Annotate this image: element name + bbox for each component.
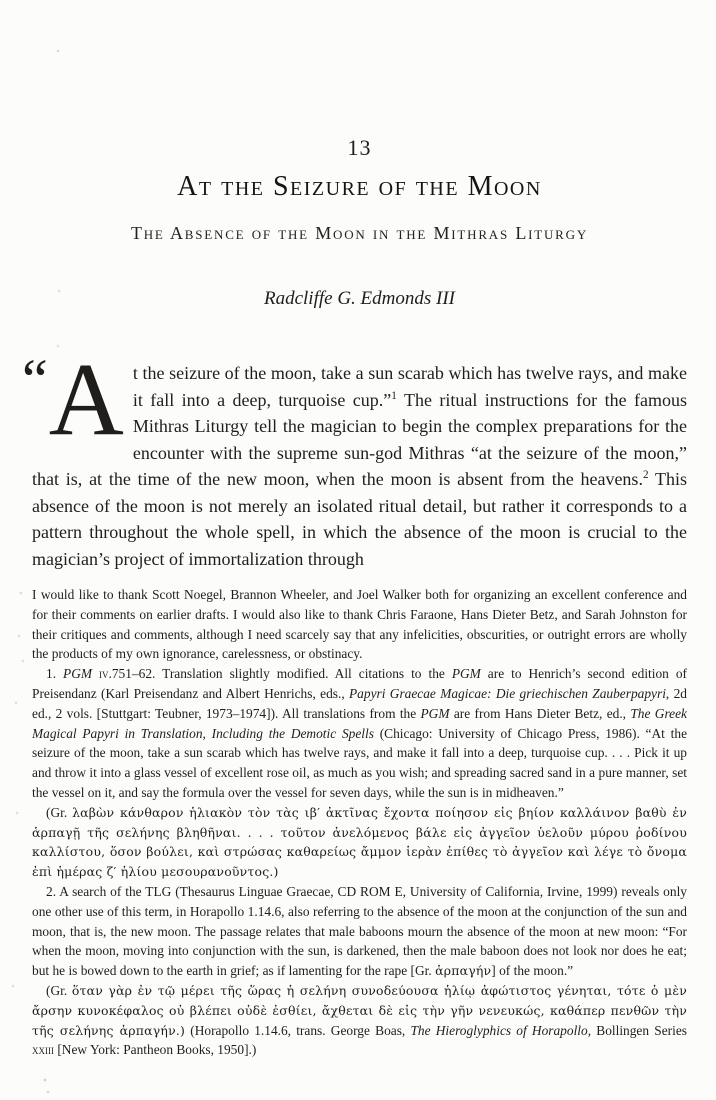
scan-specks — [0, 0, 2, 2]
text-segment: The Greek Magical Papyri in Translation, Including the Demotic Spells — [32, 705, 687, 741]
text-segment: 1. — [46, 666, 64, 682]
text-segment — [92, 666, 99, 681]
main-paragraph — [22, 342, 687, 572]
footnote-1-greek — [32, 803, 687, 882]
text-segment: , 2d ed., 2 vols. [Stuttgart: Teubner, 1973–1974]). All translations from the — [32, 685, 687, 721]
text-segment: are to Henrich’s second edition of Preisendanz (Karl Preisendanz and Albert Henrichs, eds., — [32, 666, 688, 701]
text-segment: PGM — [420, 705, 450, 721]
text-segment: 2. A search of the TLG (Thesaurus Linguae Graecae, CD ROM E, University of California, Irvine, 1999) reveals only one other use of this term, in Horapollo 1.14.6, also referring to the absence of the moon at the conjunction of the sun and moon, that is, the new moon. The passage relates that male baboons mourn the absence of the moon at new moon: “For when the moon, moving into conjunction with the sun, is darkened, then the male baboon does not look nor does he eat; but he is bowed down to the earth in grief; as if lamenting for the rape [Gr. — [32, 883, 687, 979]
text-segment: (Chicago: University of Chicago Press, 1986). “At the seizure of the moon, take a sun scarab which has twelve rays, and make it fall into a deep, turquoise cup. . . . Pick it up and throw it into a glass vessel of excellent rose oil, as much as you wish; and spreading sacred sand in a pure manner, set the vessel on it, and say the formula over the vessel for seven days, while the sun is in midheaven.” — [32, 725, 688, 800]
acknowledgments-note — [32, 585, 687, 664]
text-segment: 1 — [391, 389, 397, 402]
text-segment: The Hieroglyphics of Horapollo — [410, 1022, 588, 1038]
text-segment: .751–62. Translation slightly modified. All citations to the — [108, 666, 452, 682]
text-segment: are from Hans Dieter Betz, ed., — [449, 705, 631, 721]
text-segment: xxiii — [32, 1042, 54, 1058]
text-segment: λαβὼν κάνθαρον ἡλιακὸν τὸν τὰς ιβ′ ἀκτῖνας ἔχοντα ποίησον εἰς βηίον καλλάινον βαθὺ ἐν ἁρπαγῇ τῆς σελήνης βληθῆναι. . . . τοῦτον ἀνελόμενος βάλε εἰς ἀγγεῖον ὑελοῦν μύρου ῥοδίνου καλλίστου, ὅσον βούλει, καὶ στρώσας καθαρείως ἄμμον ἱερὰν ἐπίθες τὸ ἀγγεῖον καὶ λέγε τὸ ὄνομα ἐπὶ ἡμέρας ζ′ ἡλίου μεσουρανοῦντος.) — [32, 804, 688, 880]
text-segment: Papyri Graecae Magicae: Die griechischen Zauberpapyri — [349, 685, 666, 701]
main-paragraph-text — [32, 342, 687, 569]
text-segment: I would like to thank Scott Noegel, Brannon Wheeler, and Joel Walker both for organizing an excellent conference and for their comments on earlier drafts. I would also like to thank Chris Faraone, Hans Dieter Betz, and Sarah Johnston for their critiques and comments, although I need scarcely say that any infelicities, obscurities, or outright errors are wholly the products of my own ignorance, carelessness, or obstinacy. — [32, 587, 687, 662]
text-segment: [New York: Pantheon Books, 1950].) — [54, 1042, 257, 1058]
footnote-2 — [32, 882, 687, 981]
drop-cap-block — [22, 342, 124, 457]
author-name: Radcliffe G. Edmonds III — [263, 288, 455, 309]
text-segment: t the seizure of the moon, take a sun scarab which has twelve rays, and make it fall into a deep, turquoise cup.” — [132, 363, 687, 410]
opening-quote-mark: “ — [22, 347, 48, 412]
footnote-1 — [32, 664, 687, 803]
text-segment: 2 — [642, 469, 649, 481]
text-segment: PGM — [63, 666, 93, 682]
text-segment: (Horapollo 1.14.6, trans. George Boas, — [185, 1022, 411, 1038]
text-segment: This absence of the moon is not merely an isolated ritual detail, but rather it corresponds to a pattern throughout the whole spell, in which the absence of the moon is crucial to the magician’s project of immortalization through — [32, 469, 687, 569]
text-segment: The ritual instructions for the famous Mithras Liturgy tell the magician to begin the complex preparations for the encounter with the supreme sun-god Mithras “at the seizure of the moon,” that is, at the time of the new moon, when the moon is absent from the heavens. — [32, 389, 687, 489]
footnote-2-greek — [32, 981, 687, 1060]
footnotes-section — [32, 585, 687, 1060]
text-segment: ] of the moon.” — [491, 963, 574, 979]
text-segment: (Gr. — [46, 982, 72, 998]
text-segment: , Bollingen Series — [587, 1022, 687, 1038]
text-segment: ὅταν γὰρ ἐν τῷ μέρει τῆς ὥρας ἡ σελήνη συνοδεύουσα ἡλίῳ ἀφώτιστος γένηται, τότε ὁ μὲν ἄρσην κυνοκέφαλος οὐ βλέπει οὐδὲ ἐσθίει, ἄχθεται δὲ εἰς τὴν γῆν νενευκώς, καθάπερ πενθῶν τὴν τῆς σελήνης ἁρπαγήν.) — [32, 982, 687, 1038]
text-segment: ἁρπαγήν — [435, 963, 492, 979]
text-segment: iv — [99, 666, 109, 682]
drop-cap: A — [48, 342, 124, 457]
chapter-number: 13 — [347, 135, 372, 160]
text-segment: PGM — [451, 666, 481, 682]
chapter-title: At the Seizure of the Moon — [177, 171, 542, 202]
chapter-subtitle: The Absence of the Moon in the Mithras Liturgy — [130, 223, 589, 243]
text-segment: (Gr. — [46, 804, 73, 820]
